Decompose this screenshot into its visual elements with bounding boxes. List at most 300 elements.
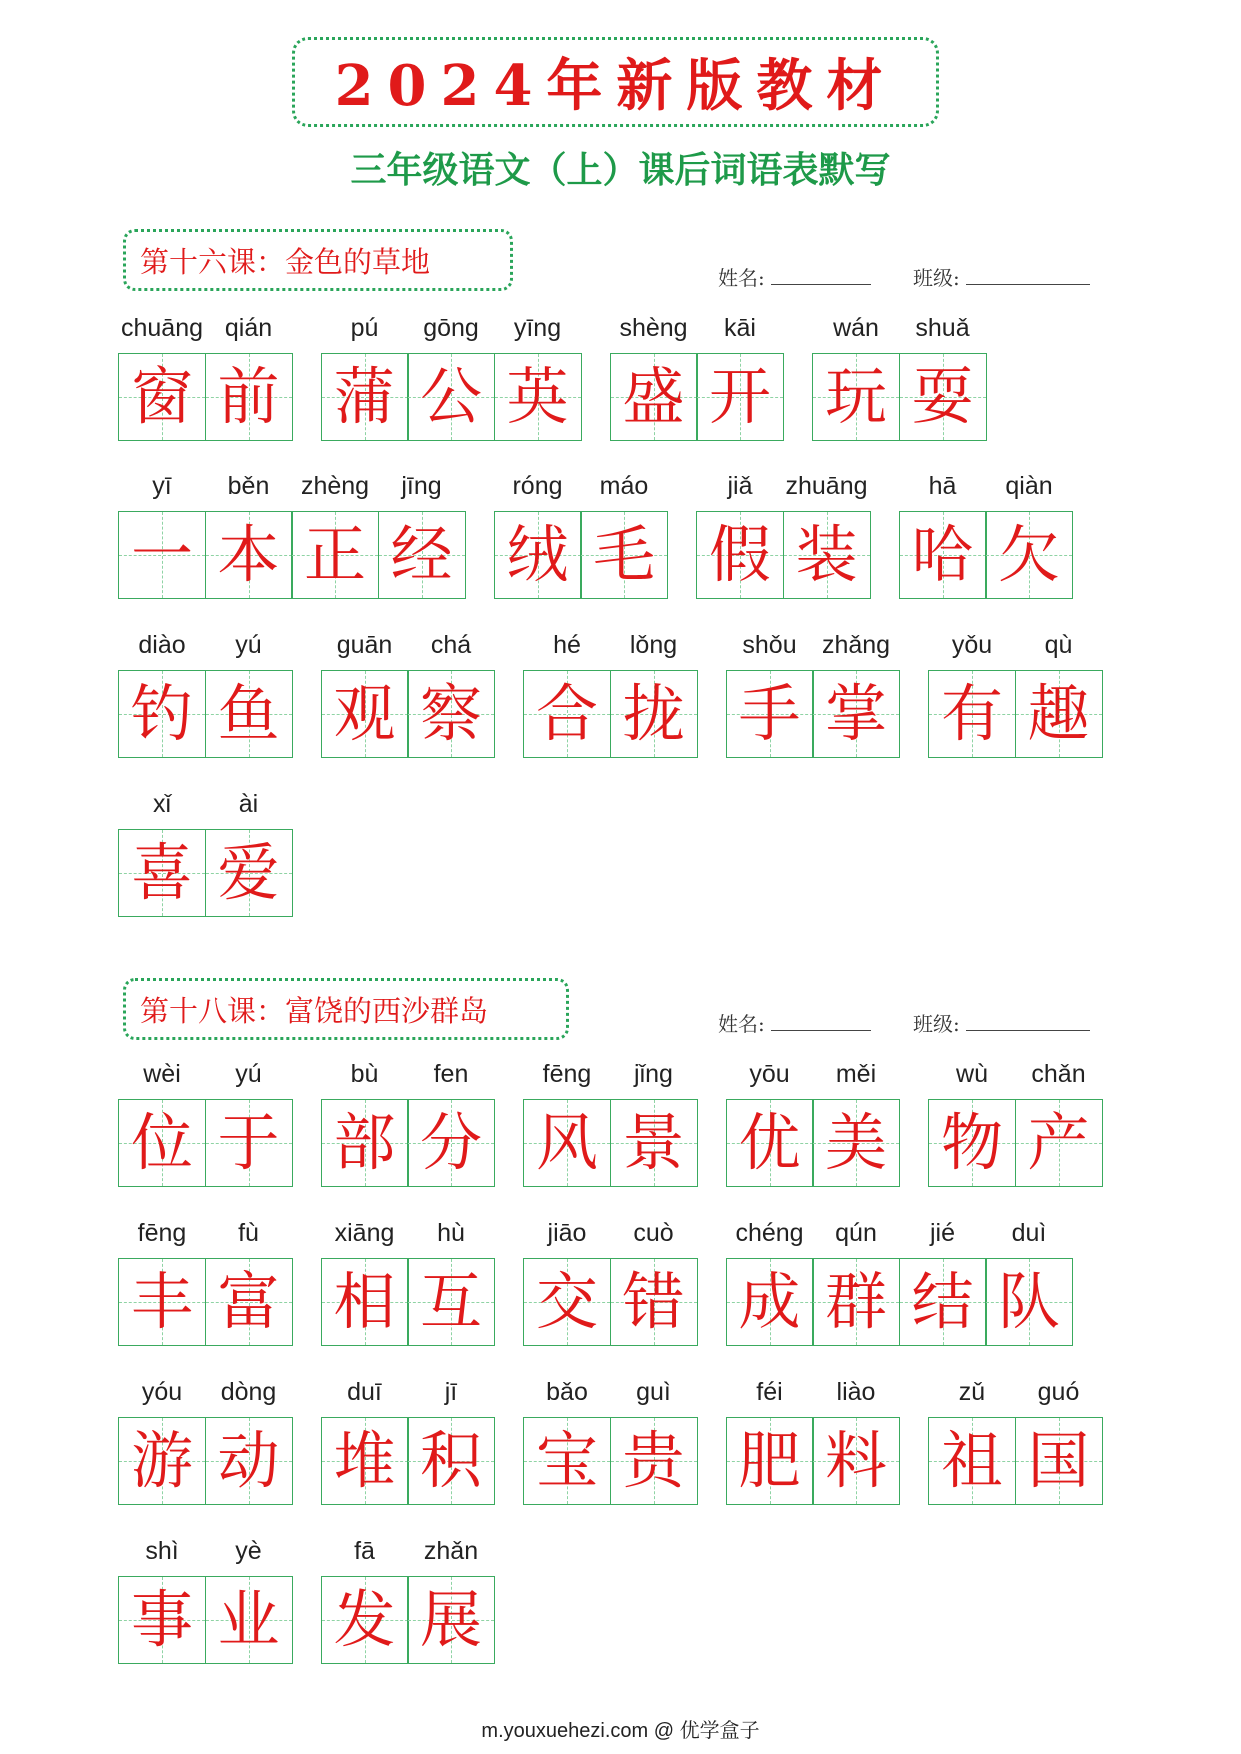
character-cell — [783, 511, 871, 599]
pinyin-row — [118, 1373, 293, 1411]
character-boxes — [118, 829, 293, 917]
hanzi-character: 产 — [1027, 1106, 1090, 1179]
character-cell — [118, 1576, 206, 1664]
word-group — [321, 1532, 496, 1664]
character-boxes — [118, 1258, 293, 1346]
hanzi-character: 哈 — [911, 518, 974, 591]
pinyin-label: chá — [430, 631, 472, 659]
pinyin-label: chuāng — [120, 314, 204, 342]
character-boxes — [523, 1099, 698, 1187]
character-cell — [321, 353, 409, 441]
hanzi-character: 爱 — [217, 836, 280, 909]
character-cell — [726, 1099, 814, 1187]
pinyin-label: yú — [235, 1060, 262, 1088]
word-group — [118, 626, 293, 758]
hanzi-character: 事 — [130, 1583, 193, 1656]
character-cell — [812, 1099, 900, 1187]
pinyin-label: qù — [1044, 631, 1073, 659]
lesson-title: 第十八课：富饶的西沙群岛 — [140, 993, 489, 1028]
character-cell — [610, 670, 698, 758]
pinyin-label: yú — [235, 631, 262, 659]
character-boxes — [899, 511, 1074, 599]
pinyin-label: wèi — [143, 1060, 181, 1088]
pinyin-label: máo — [599, 472, 649, 500]
character-cell — [812, 353, 900, 441]
pinyin-label: shèng — [619, 314, 688, 342]
pinyin-label: gōng — [423, 314, 479, 342]
hanzi-character: 正 — [303, 518, 366, 591]
hanzi-character: 群 — [824, 1265, 887, 1338]
character-cell — [118, 353, 206, 441]
hanzi-character: 风 — [535, 1106, 598, 1179]
word-group — [610, 309, 785, 441]
word-group — [118, 467, 466, 599]
hanzi-character: 位 — [130, 1106, 193, 1179]
character-cell — [812, 1417, 900, 1505]
character-boxes — [321, 1576, 496, 1664]
pinyin-label: féi — [756, 1378, 783, 1406]
pinyin-row — [118, 467, 466, 505]
pinyin-label: hé — [553, 631, 581, 659]
hanzi-character: 开 — [708, 360, 771, 433]
hanzi-character: 贵 — [622, 1424, 685, 1497]
word-group — [928, 626, 1103, 758]
character-cell — [407, 1258, 495, 1346]
word-group — [523, 626, 698, 758]
character-cell — [494, 511, 582, 599]
character-cell — [928, 1417, 1016, 1505]
character-cell — [696, 353, 784, 441]
hanzi-character: 部 — [333, 1106, 396, 1179]
hanzi-character: 耍 — [911, 360, 974, 433]
hanzi-character: 动 — [217, 1424, 280, 1497]
character-cell — [205, 511, 293, 599]
name-blank[interactable] — [771, 1016, 871, 1031]
pinyin-label: yǒu — [951, 631, 993, 659]
hanzi-character: 优 — [738, 1106, 801, 1179]
character-cell — [523, 1417, 611, 1505]
pinyin-label: fā — [354, 1537, 375, 1565]
class-field[interactable] — [913, 1008, 1090, 1037]
word-group — [118, 309, 293, 441]
pinyin-row — [118, 626, 293, 664]
character-boxes — [610, 353, 785, 441]
pinyin-label: wán — [833, 314, 879, 342]
hanzi-character: 公 — [419, 360, 482, 433]
character-cell — [118, 1417, 206, 1505]
pinyin-label: qiàn — [1005, 472, 1053, 500]
character-cell — [726, 670, 814, 758]
character-cell — [118, 829, 206, 917]
character-cell — [407, 1417, 495, 1505]
pinyin-row — [726, 1214, 1074, 1252]
character-cell — [523, 1258, 611, 1346]
pinyin-label: shuǎ — [915, 314, 970, 342]
word-group — [321, 1373, 496, 1505]
hanzi-character: 业 — [217, 1583, 280, 1656]
hanzi-character: 堆 — [333, 1424, 396, 1497]
hanzi-character: 英 — [506, 360, 569, 433]
hanzi-character: 假 — [708, 518, 771, 591]
hanzi-character: 蒲 — [333, 360, 396, 433]
pinyin-label: zhǎng — [821, 631, 891, 659]
hanzi-character: 分 — [419, 1106, 482, 1179]
word-group — [726, 626, 901, 758]
character-boxes — [726, 670, 901, 758]
pinyin-row — [321, 1532, 496, 1570]
hanzi-character: 钓 — [130, 677, 193, 750]
pinyin-label: jié — [929, 1219, 955, 1247]
word-group — [321, 626, 496, 758]
character-boxes — [523, 1258, 698, 1346]
character-boxes — [321, 1258, 496, 1346]
lesson-title-box — [123, 978, 569, 1040]
pinyin-row — [928, 1373, 1103, 1411]
pinyin-label: hù — [437, 1219, 465, 1247]
pinyin-label: ài — [238, 790, 259, 818]
hanzi-character: 成 — [738, 1265, 801, 1338]
pinyin-row — [321, 309, 582, 347]
pinyin-row — [610, 309, 785, 347]
pinyin-label: jiǎ — [727, 472, 753, 500]
pinyin-label: dòng — [220, 1378, 277, 1406]
pinyin-label: jǐng — [634, 1060, 673, 1088]
character-boxes — [928, 1417, 1103, 1505]
pinyin-label: fù — [238, 1219, 259, 1247]
pinyin-label: bù — [350, 1060, 379, 1088]
word-group — [928, 1373, 1103, 1505]
hanzi-character: 欠 — [997, 518, 1060, 591]
pinyin-row — [494, 467, 669, 505]
pinyin-label: yè — [235, 1537, 262, 1565]
word-group — [726, 1055, 901, 1187]
pinyin-row — [523, 1055, 698, 1093]
character-cell — [1015, 1099, 1103, 1187]
character-cell — [407, 1099, 495, 1187]
pinyin-row — [321, 1373, 496, 1411]
pinyin-label: duì — [1011, 1219, 1047, 1247]
hanzi-character: 窗 — [130, 360, 193, 433]
character-cell — [610, 1417, 698, 1505]
hanzi-character: 国 — [1027, 1424, 1090, 1497]
pinyin-label: guó — [1037, 1378, 1080, 1406]
character-cell — [899, 511, 987, 599]
character-boxes — [928, 1099, 1103, 1187]
pinyin-label: xǐ — [152, 790, 172, 818]
character-cell — [118, 1258, 206, 1346]
name-label: 姓名: — [718, 1012, 765, 1036]
hanzi-character: 队 — [997, 1265, 1060, 1338]
pinyin-label: guān — [336, 631, 393, 659]
pinyin-label: zhèng — [300, 472, 370, 500]
character-boxes — [812, 353, 987, 441]
hanzi-character: 富 — [217, 1265, 280, 1338]
character-cell — [1015, 670, 1103, 758]
hanzi-character: 掌 — [824, 677, 887, 750]
pinyin-label: pú — [350, 314, 379, 342]
hanzi-character: 展 — [419, 1583, 482, 1656]
character-cell — [812, 670, 900, 758]
title-banner — [292, 37, 939, 127]
pinyin-label: diào — [138, 631, 186, 659]
word-group — [321, 1055, 496, 1187]
hanzi-character: 拢 — [622, 677, 685, 750]
class-label: 班级: — [913, 1012, 960, 1036]
hanzi-character: 玩 — [824, 360, 887, 433]
character-boxes — [494, 511, 669, 599]
hanzi-character: 祖 — [940, 1424, 1003, 1497]
name-blank[interactable] — [771, 270, 871, 285]
character-cell — [523, 1099, 611, 1187]
character-boxes — [118, 670, 293, 758]
character-boxes — [321, 670, 496, 758]
hanzi-character: 装 — [795, 518, 858, 591]
pinyin-label: qún — [835, 1219, 877, 1247]
pinyin-label: běn — [227, 472, 270, 500]
character-cell — [407, 1576, 495, 1664]
pinyin-label: xiāng — [334, 1219, 395, 1247]
pinyin-row — [118, 1055, 293, 1093]
pinyin-label: duī — [347, 1378, 382, 1406]
pinyin-label: shì — [145, 1537, 179, 1565]
name-field[interactable] — [718, 262, 871, 291]
word-group — [726, 1214, 1074, 1346]
hanzi-character: 毛 — [592, 518, 655, 591]
pinyin-label: yī — [152, 472, 172, 500]
pinyin-label: róng — [512, 472, 563, 500]
pinyin-row — [726, 1055, 901, 1093]
hanzi-character: 前 — [217, 360, 280, 433]
character-boxes — [321, 353, 582, 441]
word-group — [726, 1373, 901, 1505]
character-boxes — [696, 511, 871, 599]
pinyin-row — [118, 1214, 293, 1252]
pinyin-label: hā — [928, 472, 957, 500]
character-cell — [118, 1099, 206, 1187]
character-cell — [610, 353, 698, 441]
hanzi-character: 盛 — [622, 360, 685, 433]
character-cell — [205, 670, 293, 758]
character-cell — [494, 353, 582, 441]
pinyin-row — [523, 1373, 698, 1411]
hanzi-character: 料 — [824, 1424, 887, 1497]
hanzi-character: 景 — [622, 1106, 685, 1179]
word-group — [321, 1214, 496, 1346]
hanzi-character: 错 — [622, 1265, 685, 1338]
character-boxes — [928, 670, 1103, 758]
character-cell — [321, 1417, 409, 1505]
hanzi-character: 一 — [130, 518, 193, 591]
hanzi-character: 察 — [419, 677, 482, 750]
pinyin-label: fēng — [137, 1219, 187, 1247]
character-cell — [899, 353, 987, 441]
character-boxes — [118, 1417, 293, 1505]
hanzi-character: 趣 — [1027, 677, 1090, 750]
hanzi-character: 经 — [390, 518, 453, 591]
name-label: 姓名: — [718, 266, 765, 290]
character-cell — [928, 1099, 1016, 1187]
word-group — [118, 1055, 293, 1187]
character-cell — [985, 511, 1073, 599]
character-cell — [928, 670, 1016, 758]
hanzi-character: 有 — [940, 677, 1003, 750]
pinyin-label: lǒng — [629, 631, 678, 659]
page-subtitle: 三年级语文（上）课后词语表默写 — [350, 150, 891, 191]
pinyin-label: zhuāng — [785, 472, 868, 500]
class-label: 班级: — [913, 266, 960, 290]
lesson-title: 第十六课：金色的草地 — [140, 244, 431, 279]
hanzi-character: 积 — [419, 1424, 482, 1497]
character-cell — [523, 670, 611, 758]
word-group — [118, 1214, 293, 1346]
hanzi-character: 合 — [535, 677, 598, 750]
character-cell — [726, 1258, 814, 1346]
hanzi-character: 手 — [738, 677, 801, 750]
footer-credit: m.youxuehezi.com @ 优学盒子 — [481, 1720, 760, 1742]
character-cell — [205, 1099, 293, 1187]
pinyin-label: měi — [835, 1060, 877, 1088]
character-cell — [407, 353, 495, 441]
pinyin-label: liào — [836, 1378, 876, 1406]
pinyin-label: zhǎn — [423, 1537, 479, 1565]
class-blank[interactable] — [966, 270, 1090, 285]
word-group — [523, 1055, 698, 1187]
word-group — [118, 1532, 293, 1664]
pinyin-label: wù — [956, 1060, 988, 1088]
pinyin-label: jī — [444, 1378, 458, 1406]
character-boxes — [523, 670, 698, 758]
character-cell — [1015, 1417, 1103, 1505]
hanzi-character: 相 — [333, 1265, 396, 1338]
pinyin-label: yīng — [513, 314, 562, 342]
pinyin-row — [118, 309, 293, 347]
pinyin-row — [696, 467, 871, 505]
character-cell — [321, 670, 409, 758]
pinyin-row — [118, 785, 293, 823]
hanzi-character: 结 — [911, 1265, 974, 1338]
pinyin-row — [928, 1055, 1103, 1093]
character-cell — [321, 1099, 409, 1187]
pinyin-row — [523, 1214, 698, 1252]
pinyin-label: yōu — [749, 1060, 790, 1088]
character-cell — [726, 1417, 814, 1505]
character-cell — [205, 353, 293, 441]
hanzi-character: 本 — [217, 518, 280, 591]
character-cell — [407, 670, 495, 758]
pinyin-row — [899, 467, 1074, 505]
character-cell — [610, 1099, 698, 1187]
pinyin-row — [118, 1532, 293, 1570]
pinyin-label: shǒu — [742, 631, 797, 659]
character-cell — [291, 511, 379, 599]
character-cell — [118, 511, 206, 599]
word-group — [118, 1373, 293, 1505]
pinyin-row — [726, 1373, 901, 1411]
character-boxes — [726, 1099, 901, 1187]
character-cell — [118, 670, 206, 758]
hanzi-character: 肥 — [738, 1424, 801, 1497]
pinyin-label: fēng — [542, 1060, 592, 1088]
class-blank[interactable] — [966, 1016, 1090, 1031]
character-cell — [321, 1258, 409, 1346]
pinyin-label: fen — [433, 1060, 469, 1088]
character-cell — [205, 1576, 293, 1664]
character-cell — [205, 829, 293, 917]
name-field[interactable] — [718, 1008, 871, 1037]
pinyin-label: bǎo — [546, 1378, 588, 1406]
pinyin-label: yóu — [141, 1378, 183, 1406]
character-cell — [205, 1417, 293, 1505]
hanzi-character: 游 — [130, 1424, 193, 1497]
word-group — [523, 1373, 698, 1505]
character-cell — [321, 1576, 409, 1664]
hanzi-character: 宝 — [535, 1424, 598, 1497]
pinyin-row — [321, 1055, 496, 1093]
page-title: 2024年新版教材 — [334, 53, 897, 119]
pinyin-row — [523, 626, 698, 664]
pinyin-label: jīng — [401, 472, 442, 500]
character-boxes — [118, 1576, 293, 1664]
word-group — [118, 785, 293, 917]
class-field[interactable] — [913, 262, 1090, 291]
hanzi-character: 美 — [824, 1106, 887, 1179]
character-boxes — [321, 1099, 496, 1187]
hanzi-character: 物 — [940, 1106, 1003, 1179]
word-group — [928, 1055, 1103, 1187]
character-boxes — [321, 1417, 496, 1505]
pinyin-row — [812, 309, 987, 347]
pinyin-label: chéng — [735, 1219, 804, 1247]
hanzi-character: 喜 — [130, 836, 193, 909]
character-boxes — [118, 353, 293, 441]
character-cell — [205, 1258, 293, 1346]
character-cell — [985, 1258, 1073, 1346]
hanzi-character: 鱼 — [217, 677, 280, 750]
word-group — [494, 467, 669, 599]
character-cell — [610, 1258, 698, 1346]
character-cell — [580, 511, 668, 599]
pinyin-row — [928, 626, 1103, 664]
pinyin-label: kāi — [724, 314, 756, 342]
pinyin-row — [726, 626, 901, 664]
character-cell — [696, 511, 784, 599]
pinyin-label: guì — [636, 1378, 671, 1406]
character-cell — [378, 511, 466, 599]
character-boxes — [726, 1417, 901, 1505]
hanzi-character: 发 — [333, 1583, 396, 1656]
hanzi-character: 绒 — [506, 518, 569, 591]
hanzi-character: 互 — [419, 1265, 482, 1338]
hanzi-character: 于 — [217, 1106, 280, 1179]
character-boxes — [118, 511, 466, 599]
lesson-title-box — [123, 229, 513, 291]
word-group — [523, 1214, 698, 1346]
pinyin-label: zǔ — [958, 1378, 986, 1406]
pinyin-row — [321, 1214, 496, 1252]
pinyin-label: chǎn — [1031, 1060, 1086, 1088]
pinyin-label: qián — [224, 314, 273, 342]
hanzi-character: 观 — [333, 677, 396, 750]
character-boxes — [726, 1258, 1074, 1346]
pinyin-label: cuò — [633, 1219, 674, 1247]
word-group — [321, 309, 582, 441]
word-group — [696, 467, 871, 599]
word-group — [812, 309, 987, 441]
hanzi-character: 丰 — [130, 1265, 193, 1338]
pinyin-label: jiāo — [547, 1219, 587, 1247]
character-boxes — [523, 1417, 698, 1505]
word-group — [899, 467, 1074, 599]
